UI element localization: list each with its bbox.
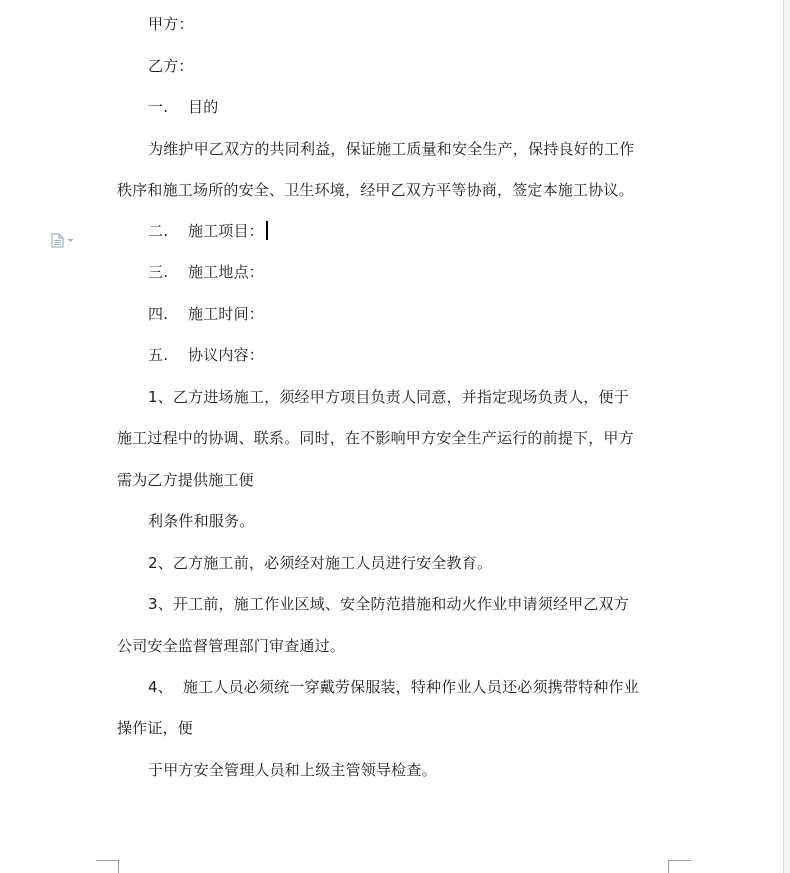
paragraph-text: 施工过程中的协调、联系。同时，在不影响甲方安全生产运行的前提下，甲方 (117, 429, 634, 447)
party-a-label: 甲方： (148, 15, 194, 33)
section-title: 协议内容： (188, 346, 265, 364)
paragraph-text: 为维护甲乙双方的共同利益，保证施工质量和安全生产，保持良好的工作 (148, 140, 635, 158)
document-icon (51, 233, 64, 248)
paragraph-line (148, 677, 639, 697)
section-number: 五. (148, 346, 169, 364)
section-title: 施工地点： (188, 263, 265, 281)
paragraph-line (148, 511, 254, 531)
paragraph-text: 秩序和施工场所的安全、卫生环境，经甲乙双方平等协商，签定本施工协议。 (117, 181, 634, 199)
section-project-heading[interactable] (148, 221, 268, 241)
paragraph-line (148, 139, 634, 159)
paragraph-text: 4、 施工人员必须统一穿戴劳保服装，特种作业人员还必须携带特种作业 (148, 678, 639, 696)
section-location-heading (148, 262, 264, 282)
section-title: 施工时间： (188, 305, 265, 323)
section-title: 施工项目： (188, 222, 265, 240)
scrollbar-track[interactable] (783, 0, 790, 873)
paragraph-line (117, 470, 254, 490)
section-number: 四. (148, 305, 169, 323)
paragraph-text: 操作证，便 (117, 719, 194, 737)
section-content-heading (148, 345, 264, 365)
paragraph-line (117, 428, 634, 448)
paragraph-line (148, 760, 437, 780)
paragraph-line (117, 718, 193, 738)
paragraph-text: 3、开工前，施工作业区域、安全防范措施和动火作业申请须经甲乙双方 (148, 595, 629, 613)
paragraph-text: 2、乙方施工前，必须经对施工人员进行安全教育。 (148, 554, 493, 572)
section-time-heading (148, 304, 264, 324)
page-margin-marker-left (96, 860, 119, 873)
section-number: 一. (148, 98, 169, 116)
paragraph-line (117, 636, 345, 656)
paragraph-text: 1、乙方进场施工，须经甲方项目负责人同意，并指定现场负责人，便于 (148, 388, 629, 406)
paragraph-line (117, 180, 634, 200)
paragraph-text: 需为乙方提供施工便 (117, 471, 254, 489)
paragraph-text: 于甲方安全管理人员和上级主管领导检查。 (148, 761, 437, 779)
page-margin-marker-right (668, 860, 691, 873)
section-number: 三. (148, 263, 169, 281)
paragraph-text: 利条件和服务。 (148, 512, 255, 530)
paragraph-text: 公司安全监督管理部门审查通过。 (117, 637, 346, 655)
party-a-line (148, 14, 194, 34)
paragraph-menu-button[interactable] (51, 232, 77, 248)
section-purpose-heading (148, 97, 218, 117)
section-title: 目的 (188, 98, 219, 116)
paragraph-line (148, 387, 629, 407)
party-b-line (148, 56, 194, 76)
paragraph-line (148, 553, 492, 573)
section-number: 二. (148, 222, 169, 240)
text-cursor (266, 221, 268, 240)
party-b-label: 乙方： (148, 57, 194, 75)
chevron-down-icon (67, 238, 74, 243)
paragraph-line (148, 594, 629, 614)
